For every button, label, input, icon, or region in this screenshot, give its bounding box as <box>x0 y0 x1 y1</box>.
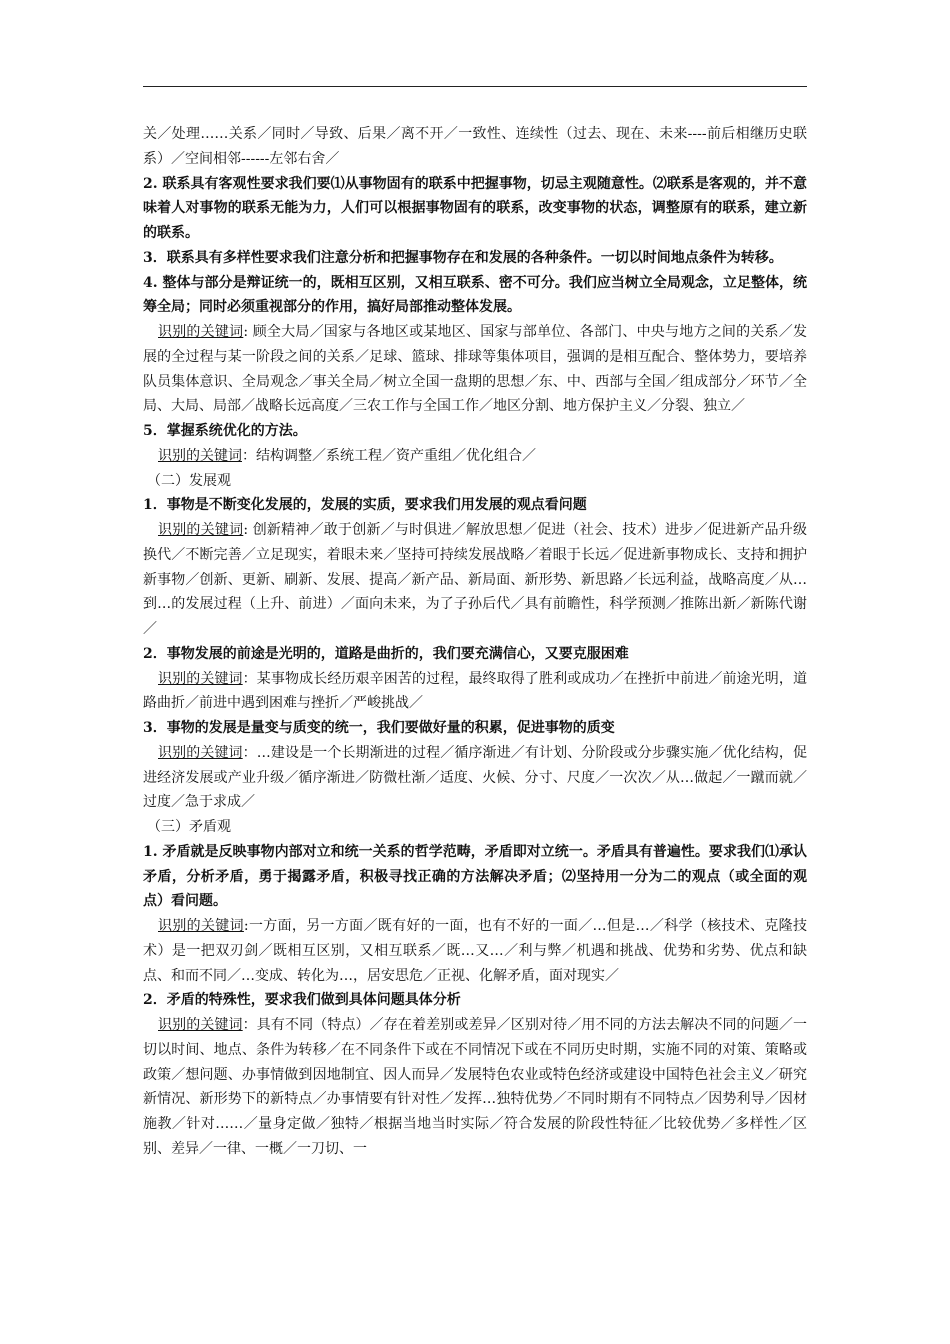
keyword-paragraph <box>143 741 807 815</box>
section-heading: （二）发展观 <box>147 472 231 489</box>
paragraph: 关／处理……关系／同时／导致、后果／离不开／一致性、连续性（过去、现在、未来----前后相继历史联系）／空间相邻------左邻右舍／ <box>143 126 807 167</box>
paragraph: 1. 矛盾就是反映事物内部对立和统一关系的哲学范畴，矛盾即对立统一。矛盾具有普遍性。要求我们⑴承认矛盾，分析矛盾，勇于揭露矛盾，积极寻找正确的方法解决矛盾；⑵坚持用一分为二的观点（或全面的观点）看问题。 <box>143 843 807 910</box>
keyword-paragraph <box>143 444 807 469</box>
keyword-text: ：具有不同（特点）／存在着差别或差异／区别对待／用不同的方法去解决不同的问题／一切以时间、地点、条件为转移／在不同条件下或在不同情况下或在不同历史时期，实施不同的对策、策略或政策／想问题、办事情做到因地制宜、因人而异／发展特色农业或特色经济或建设中国特色社会主义／研究新情况、新形势下的新特点／办事情要有针对性／发挥…独特优势／不同时期有不同特点／因势利导／因材施教／针对……／量身定做／独特／根据当地当时实际／符合发展的阶段性特征／比较优势／多样性／区别、差异／一律、一概／一刀切、一 <box>143 1017 808 1157</box>
header-rule <box>143 86 807 87</box>
keyword-label: 识别的关键词 <box>158 522 244 538</box>
keyword-label: 识别的关键词 <box>158 670 243 687</box>
keyword-text: : 顾全大局／国家与各地区或某地区、国家与部单位、各部门、中央与地方之间的关系／发展的全过程与某一阶段之间的关系／足球、篮球、排球等集体项目，强调的是相互配合、整体势力，要培养队员集体意识、全局观念／事关全局／树立全国一盘期的思想／东、中、西部与全国／组成部分／环节／全局、大局、局部／战略长远高度／三农工作与全国工作／地区分割、地方保护主义／分裂、独立／ <box>143 324 807 415</box>
paragraph: 2. 联系具有客观性要求我们要⑴从事物固有的联系中把握事物，切忌主观随意性。⑵联系是客观的，并不意味着人对事物的联系无能为力，人们可以根据事物固有的联系，改变事物的状态，调整原有的联系，建立新的联系。 <box>143 175 807 241</box>
paragraph: 1．事物是不断变化发展的，发展的实质，要求我们用发展的观点看问题 <box>143 497 587 514</box>
keyword-label: 识别的关键词 <box>158 1017 243 1033</box>
keyword-text: ：结构调整／系统工程／资产重组／优化组合／ <box>242 447 536 464</box>
section-heading: （三）矛盾观 <box>147 819 231 835</box>
paragraph: 2．矛盾的特殊性，要求我们做到具体问题具体分析 <box>143 992 461 1009</box>
keyword-paragraph <box>143 667 807 717</box>
keyword-text: :一方面，另一方面／既有好的一面，也有不好的一面／…但是…／科学（核技术、克隆技术）是一把双刃剑／既相互区别，又相互联系／既…又…／利与弊／机遇和挑战、优势和劣势、优点和缺点、和而不同／…变成、转化为…，居安思危／正视、化解矛盾，面对现实／ <box>143 918 807 984</box>
keyword-paragraph <box>143 914 807 988</box>
document-body <box>143 122 807 1162</box>
keyword-label: 识别的关键词 <box>158 918 244 934</box>
keyword-paragraph <box>143 1013 807 1162</box>
keyword-label: 识别的关键词 <box>158 324 244 340</box>
paragraph: 2．事物发展的前途是光明的，道路是曲折的，我们要充满信心，又要克服困难 <box>143 645 629 662</box>
paragraph: 3．联系具有多样性要求我们注意分析和把握事物存在和发展的各种条件。一切以时间地点条件为转移。 <box>143 249 783 266</box>
keyword-text: ：…建设是一个长期渐进的过程／循序渐进／有计划、分阶段或分步骤实施／优化结构，促进经济发展或产业升级／循序渐进／防微杜渐／适度、火候、分寸、尺度／一次次／从…做起／一蹴而就／过度／急于求成／ <box>143 744 808 811</box>
paragraph: 3．事物的发展是量变与质变的统一，我们要做好量的积累，促进事物的质变 <box>143 720 615 736</box>
keyword-label: 识别的关键词 <box>158 744 243 761</box>
keyword-text: : 创新精神／敢于创新／与时俱进／解放思想／促进（社会、技术）进步／促进新产品升级换代／不断完善／立足现实，着眼未来／坚持可持续发展战略／着眼于长远／促进新事物成长、支持和拥护新事物／创新、更新、刷新、发展、提高／新产品、新局面、新形势、新思路／长远利益，战略高度／从…到…的发展过程（上升、前进）／面向未来，为了子孙后代／具有前瞻性，科学预测／推陈出新／新陈代谢／ <box>143 522 807 637</box>
keyword-text: ：某事物成长经历艰辛困苦的过程，最终取得了胜利或成功／在挫折中前进／前途光明，道路曲折／前进中遇到困难与挫折／严峻挑战／ <box>143 670 808 712</box>
paragraph: 4. 整体与部分是辩证统一的，既相互区别，又相互联系、密不可分。我们应当树立全局观念，立足整体，统筹全局；同时必须重视部分的作用，搞好局部推动整体发展。 <box>143 274 807 316</box>
keyword-label: 识别的关键词 <box>158 447 242 464</box>
keyword-paragraph <box>143 320 807 419</box>
paragraph: 5．掌握系统优化的方法。 <box>143 423 307 439</box>
keyword-paragraph <box>143 518 807 642</box>
